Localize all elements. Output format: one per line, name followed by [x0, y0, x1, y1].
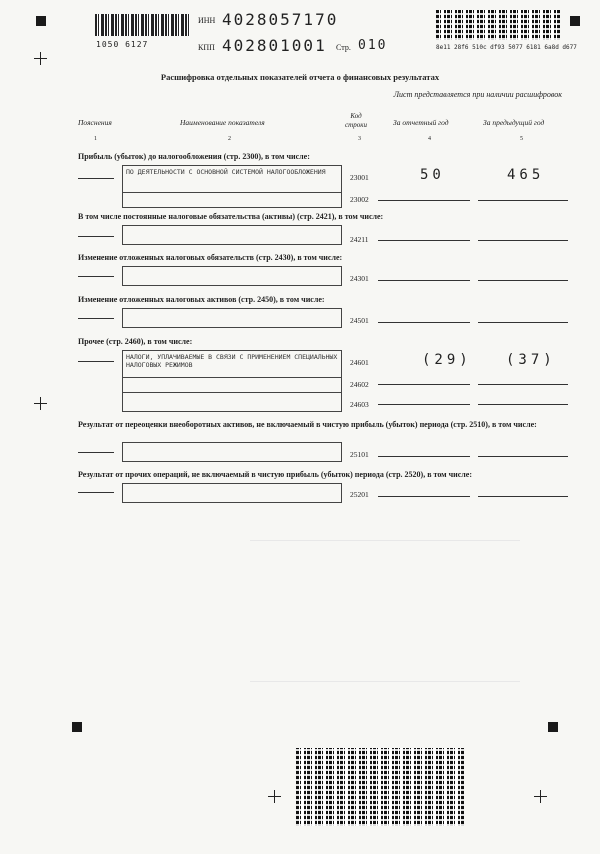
- previous-year-line[interactable]: [478, 384, 568, 385]
- notes-line[interactable]: [78, 276, 114, 277]
- notes-line[interactable]: [78, 361, 114, 362]
- col-header-notes: Пояснения: [78, 118, 112, 127]
- row-code: 25201: [350, 490, 369, 499]
- indicator-name-box[interactable]: [122, 225, 342, 245]
- row-code: 25101: [350, 450, 369, 459]
- row-code: 23001: [350, 173, 369, 182]
- col-header-current: За отчетный год: [393, 118, 449, 127]
- current-year-value[interactable]: 50: [420, 167, 445, 183]
- col-header-code: Код строки: [345, 112, 367, 129]
- row-code: 24601: [350, 358, 369, 367]
- row-code: 23002: [350, 195, 369, 204]
- registration-cross: [268, 790, 281, 803]
- previous-year-value[interactable]: (37): [506, 352, 556, 368]
- page-number: 010: [358, 38, 388, 53]
- previous-year-line[interactable]: [478, 322, 568, 323]
- row-code: 24501: [350, 316, 369, 325]
- indicator-name-box[interactable]: [122, 165, 342, 208]
- kpp-label: КПП: [198, 43, 215, 52]
- kpp-value: 402801001: [222, 36, 327, 55]
- section-heading: Изменение отложенных налоговых активов (стр. 2450), в том числе:: [78, 295, 325, 304]
- corner-marker: [570, 16, 580, 26]
- section-heading: Результат от переоценки внеоборотных активов, не включаемый в чистую прибыль (убыток) периода (стр. 2510), в том числе:: [78, 420, 537, 429]
- indicator-name-text: ПО ДЕЯТЕЛЬНОСТИ С ОСНОВНОЙ СИСТЕМОЙ НАЛОГООБЛОЖЕНИЯ: [126, 168, 326, 176]
- row-code: 24603: [350, 400, 369, 409]
- col-number: 1: [94, 136, 97, 142]
- notes-line[interactable]: [78, 236, 114, 237]
- page-title: Расшифровка отдельных показателей отчета о финансовых результатах: [160, 72, 440, 82]
- bleed-through-shadow: [250, 540, 520, 682]
- previous-year-line[interactable]: [478, 404, 568, 405]
- previous-year-value[interactable]: 465: [507, 167, 545, 183]
- row-code: 24301: [350, 274, 369, 283]
- previous-year-line[interactable]: [478, 200, 568, 201]
- top-2d-barcode: [436, 10, 560, 40]
- corner-marker: [548, 722, 558, 732]
- notes-line[interactable]: [78, 492, 114, 493]
- current-year-line[interactable]: [378, 200, 470, 201]
- current-year-line[interactable]: [378, 496, 470, 497]
- section-heading: В том числе постоянные налоговые обязательства (активы) (стр. 2421), в том числе:: [78, 212, 384, 221]
- indicator-name-box[interactable]: [122, 483, 342, 503]
- registration-cross: [34, 397, 47, 410]
- current-year-line[interactable]: [378, 280, 470, 281]
- indicator-name-box[interactable]: [122, 266, 342, 286]
- page-barcode: [95, 14, 190, 36]
- col-number: 5: [520, 136, 523, 142]
- notes-line[interactable]: [78, 318, 114, 319]
- row-code: 24211: [350, 235, 369, 244]
- col-number: 4: [428, 136, 431, 142]
- current-year-line[interactable]: [378, 322, 470, 323]
- col-header-name: Наименование показателя: [180, 118, 265, 127]
- indicator-name-box[interactable]: [122, 308, 342, 328]
- page-subtitle: Лист представляется при наличии расшифровок: [393, 90, 562, 99]
- notes-line[interactable]: [78, 178, 114, 179]
- indicator-name-text: НАЛОГИ, УПЛАЧИВАЕМЫЕ В СВЯЗИ С ПРИМЕНЕНИЕМ СПЕЦИАЛЬНЫХ НАЛОГОВЫХ РЕЖИМОВ: [126, 353, 338, 369]
- section-heading: Результат от прочих операций, не включаемый в чистую прибыль (убыток) периода (стр. 2520), в том числе:: [78, 470, 473, 479]
- indicator-name-box[interactable]: [122, 350, 342, 412]
- qr-text: 8e11 28f6 510c df93 5077 6181 6a8d d677: [436, 44, 577, 51]
- section-heading: Изменение отложенных налоговых обязательств (стр. 2430), в том числе:: [78, 253, 343, 262]
- bottom-2d-barcode: [296, 748, 464, 826]
- section-heading: Прочее (стр. 2460), в том числе:: [78, 337, 193, 346]
- inn-label: ИНН: [198, 16, 216, 25]
- previous-year-line[interactable]: [478, 280, 568, 281]
- section-heading: Прибыль (убыток) до налогообложения (стр. 2300), в том числе:: [78, 152, 310, 161]
- notes-line[interactable]: [78, 452, 114, 453]
- current-year-line[interactable]: [378, 384, 470, 385]
- current-year-line[interactable]: [378, 240, 470, 241]
- corner-marker: [36, 16, 46, 26]
- indicator-name-box[interactable]: [122, 442, 342, 462]
- previous-year-line[interactable]: [478, 240, 568, 241]
- col-number: 2: [228, 136, 231, 142]
- barcode-number: 1050 6127: [96, 40, 149, 49]
- registration-cross: [534, 790, 547, 803]
- page-label: Стр.: [336, 43, 351, 52]
- registration-cross: [34, 52, 47, 65]
- previous-year-line[interactable]: [478, 496, 568, 497]
- current-year-line[interactable]: [378, 404, 470, 405]
- current-year-line[interactable]: [378, 456, 470, 457]
- col-header-previous: За предыдущий год: [483, 118, 545, 127]
- row-code: 24602: [350, 380, 369, 389]
- current-year-value[interactable]: (29): [422, 352, 472, 368]
- previous-year-line[interactable]: [478, 456, 568, 457]
- corner-marker: [72, 722, 82, 732]
- inn-value: 4028057170: [222, 10, 339, 29]
- col-number: 3: [358, 136, 361, 142]
